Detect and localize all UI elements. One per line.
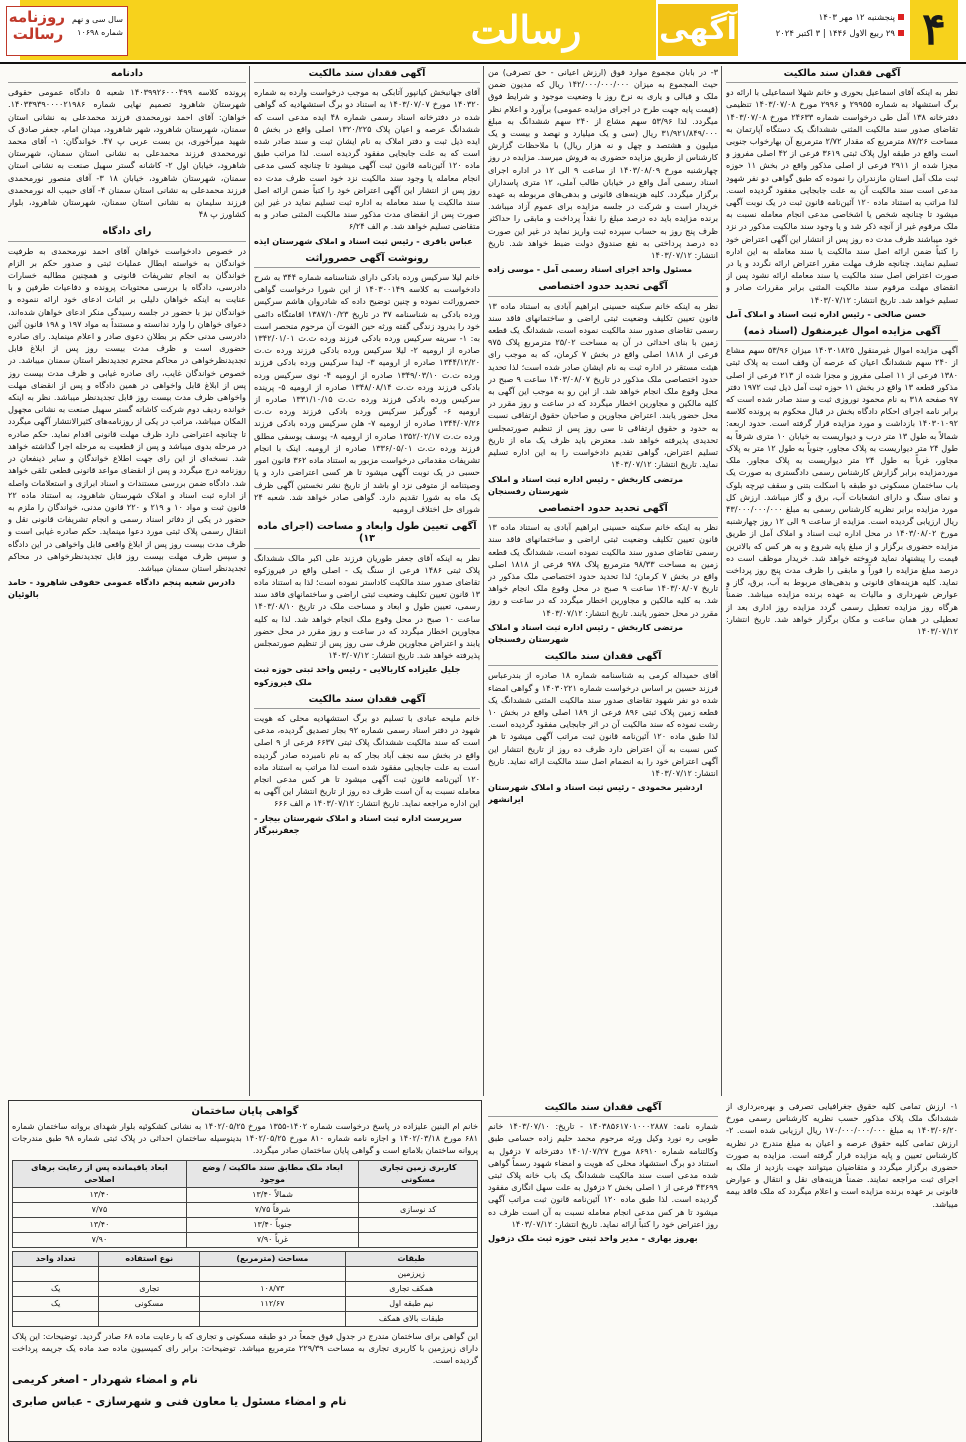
notice-title: آگهی فقدان سند مالکیت — [254, 68, 480, 83]
table-header: تعداد واحد — [13, 1252, 99, 1267]
table-cell: زیرزمین — [345, 1267, 477, 1282]
column-divider — [483, 66, 484, 1096]
notice-signature: بهروز بهاری - مدیر واحد ثبتی حوزه ثبت ملک دزفول — [488, 1233, 698, 1244]
table-cell: ۱۳/۴۰ — [13, 1188, 187, 1203]
table-row — [13, 1282, 478, 1297]
notice-title: آگهی تعیین طول وابعاد و مساحت (اجرای ماده ۱۳) — [254, 521, 480, 548]
notice-body: نظر به اینکه آقای اسماعیل بحوری و خانم شهلا اسماعیلی با ارائه دو برگ استشهاد به شماره ۲۹۹۵۵ و ۲۹۹۶ مورخ ۱۴۰۳/۰۷/۰۸ تنظیمی دفترخانه ۱۳۸ آمل طی درخواست شماره ۲۴۶۳۳ مورخ ۱۴۰۳/۰۷/۰۸ تقاضای صدور سند مالکیت المثنی ششدانگ یک دستگاه آپارتمان به مساحت ۸۷/۲۶ مترمربع که مقدار ۲/۷۲ مترمربع آن بهارخواب جنوبی است واقع در طبقه اول پلاک ثبتی ۳۶۱۹ فرعی از ۴۲ اصلی مفروز و مجزا شده از ۲۹۱۱ فرعی از اصلی مذکور واقع در بخش ۱۱ حوزه ثبت ملک آمل استان مازندران را نموده که طبق گواهی دو نفر شهود مدعی است سند مالکیت آن به علت جابجایی مفقود گردیده است. لذا مراتب به استناد ماده ۱۲۰ آئین‌نامه قانون ثبت در یک نوبت آگهی میشود تا چنانچه شخص یا اشخاصی مدعی انجام معامله نسبت به ملک مرقوم غیر از آنچه ذکر شد و یا وجود سند مالکیت مذکور در نزد خود میباشند ظرف مدت ده روز پس از انتشار این آگهی اعتراض خود را کتباً ضمن ارائه اصل سند مالکیت یا سند معامله به این اداره تسلیم نمایند. چنانچه ظرف مهلت مقرر اعتراض ارائه نگردد و یا در صورت اعتراض اصل سند مالکیت یا سند معامله ارائه نشود پس از انقضای مهلت مرقوم سند مالکیت المثنی برابر مقررات صادر و تسلیم خواهد شد. تاریخ انتشار: ۱۴۰۳/۰۷/۱۲ — [726, 87, 958, 305]
column-2-bottom — [488, 1100, 718, 1434]
table-row — [13, 1312, 478, 1327]
table-cell: ۱۰۸/۷۳ — [200, 1282, 346, 1297]
notice-signature: حسن صالحی - رئیس اداره ثبت اسناد و املاک آمل — [726, 308, 927, 319]
notice-signature: سرپرست اداره ثبت اسناد و املاک شهرستان بیجار - جعفرنبرگار — [254, 812, 462, 835]
table-cell — [13, 1312, 99, 1327]
building-note: این گواهی برای ساختمان مندرج در جدول فوق جمعاً در دو طبقه مسکونی و تجاری که با رعایت ماده ۶۸ صادر گردید. توضیحات: این پلاک دارای زیرزمین با کاربری تجاری به مساحت ۲۲۹/۳۹ مترمربع میباشد. توضیحات: برابر رای کمیسیون ماده صد ماده یک جریمه پرداخت گردیده است. — [12, 1331, 478, 1365]
table-row — [13, 1203, 478, 1218]
dimensions-table — [12, 1160, 478, 1248]
notice-deed-loss-dezful — [488, 1102, 718, 1244]
column-2 — [488, 66, 718, 1096]
table-header: ابعاد ملک مطابق سند مالکیت / وضع موجود — [186, 1161, 358, 1188]
issue-info — [65, 13, 123, 39]
notice-body: پرونده کلاسه ۱۴۰۳۹۹۲۶۰۰۰۴۹۹ شعبه ۵ دادگاه عمومی حقوقی شهرستان شاهرود تصمیم نهایی شماره ۱۴۰۳۳۹۳۹۰۰۰۰۲۱۹۸۶. خواهان: آقای احمد نورمحمدی فرزند محمدعلی به نشانی استان سمنان، شهرستان شاهرود، شهر شاهرود، میدان امام، جعفر صادق ک شهید میرآخوری، بن بست عربی پ ۴۷. خواندگان: ۱- آقای محمد نورمحمدی فرزند محمدعلی به نشانی استان سمنان، شهرستان شاهرود، خیابان اول ۲- کاشانه گستر سهیل صنعت به نشانی استان سمنان، شهرستان شاهرود، خیابان ۱۸ ۳- آقای منصور نورمحمدی فرزند محمدعلی به نشانی استان سمنان ۴- آقای حبیب اله نورمحمدی فرزند سلیمان به نشانی استان سمنان، شهرستان شاهرود، بلوار کشاورز پ ۴۸ — [8, 87, 246, 220]
section-title: آگهی — [658, 4, 738, 56]
notice-auction-continued — [488, 66, 718, 275]
table-cell: جنوباً ۱۳/۴۰ — [186, 1218, 358, 1233]
table-cell: غرباً ۷/۹۰ — [186, 1233, 358, 1248]
table-cell: نیم طبقه اول — [345, 1297, 477, 1312]
table-cell: همکف تجاری — [345, 1282, 477, 1297]
masthead-issue-box — [6, 6, 128, 56]
notice-signature: عباس باقری - رئیس ثبت اسناد و املاک شهرستان ایذه — [254, 235, 473, 246]
notice-body: نظر به اینکه آقای جعفر طوریان فرزند علی اکبر مالک ششدانگ پلاک ثبتی ۱۴۸۶ فرعی از سنگ یک - اصلی واقع در فیروزکوه تقاضای صدور سند مالکیت کاداستر نموده است؛ لذا به استناد ماده ۱۳ قانون تعیین تکلیف وضعیت ثبتی اراضی و ساختمانهای فاقد سند رسمی، تعیین طول و ابعاد و مساحت ملک در تاریخ ۱۴۰۳/۰۸/۱۰ ساعت ۱۰ صبح در محل وقوع ملک انجام خواهد شد. لذا به کلیه مجاورین اخطار میگردد که در ساعت و روز مقرر در محل حضور یابند و اعتراض مجاورین ظرف سی روز پس از تنظیم صورتمجلس پذیرفته خواهد شد. تاریخ انتشار: ۱۴۰۳/۰۷/۱۲ — [254, 552, 480, 661]
notice-body: ۱- ارزش تمامی کلیه حقوق جغرافیایی تصرفی و بهره‌برداری از ششدانگ ملک پلاک مذکور حسب نظریه کارشناس رسمی مورخ ۱۴۰۳/۰۶/۲۰ به مبلغ ۱۷۰/۰۰۰/۰۰۰/۰۰۰ ریال ارزیابی شده است. ۲- ارزش تمامی کلیه حقوق عرصه و اعیان به مبلغ مندرج در نظریه کارشناس تعیین و پایه مزایده قرار گرفته است. مزایده به صورت حضوری برگزار میگردد و متقاضیان میتوانند جهت بازدید از ملک به اجرای ثبت مراجعه نمایند. ضمناً هزینه‌های نقل و انتقال و عوارض قانونی بر عهده برنده مزایده است و اعلام میگردد که ملک فاقد بیمه میباشد. — [726, 1101, 958, 1209]
table-cell — [200, 1267, 346, 1282]
notice-body: خانم ملیحه عبادی با تسلیم دو برگ استشهادیه محلی که هویت شهود در دفتر اسناد رسمی شماره ۹۲ بجار تصدیق گردیده، مدعی است که سند مالکیت ششدانگ پلاک ثبتی ۶۶۳۷ فرعی از ۹ اصلی واقع در بخش سه نجف آباد بجار که به نام نامبرده صادر گردیده است به علت جابجایی مفقود شده است لذا مراتب به استناد ماده ۱۲۰ آئین‌نامه قانون ثبت آگهی میشود تا هر کس مدعی انجام معامله نسبت به آن است ظرف ده روز از تاریخ انتشار این آگهی به این اداره مراجعه نماید. تاریخ انتشار: ۱۴۰۳/۰۷/۱۲ م الف ۶۶۶ — [254, 712, 480, 809]
table-header: طبقات — [345, 1252, 477, 1267]
table-row — [13, 1233, 478, 1248]
date-line-1: پنجشنبه ۱۲ مهر ۱۴۰۳ — [818, 13, 895, 23]
table-row — [13, 1218, 478, 1233]
column-1 — [726, 66, 958, 1096]
table-cell: ۷/۹۰ — [13, 1233, 187, 1248]
notice-title: رای دادگاه — [8, 226, 246, 241]
notice-title: آگهی فقدان سند مالکیت — [488, 1102, 718, 1117]
page-number: ۴ — [910, 0, 958, 60]
column-4 — [8, 66, 246, 1096]
deputy-signature: نام و امضاء مسئول یا معاون فنی و شهرسازی - عباس صابری — [12, 1395, 347, 1408]
table-header: ابعاد باقیمانده پس از رعایت برهای اصلاحی — [13, 1161, 187, 1188]
table-header: کاربری زمین تجاری مسکونی — [359, 1161, 478, 1188]
table-cell: طبقات بالای همکف — [345, 1312, 477, 1327]
table-cell — [99, 1267, 200, 1282]
notice-deed-loss-izeh — [254, 68, 480, 247]
table-cell: ۱۱۲/۶۷ — [200, 1297, 346, 1312]
date-block — [744, 10, 904, 42]
notice-boundary-2 — [488, 503, 718, 645]
notice-body: آقای حمیداله کرمی به شناسنامه شماره ۱۸ صادره از بندرعباس فرزند حسین بر اساس درخواست شماره ۱۴۰۳۰۲۲۱ و گواهی امضاء شده دو نفر شهود تقاضای صدور سند مالکیت المثنی ششدانگ یک قطعه زمین پلاک ثبتی ۸۹۶ فرعی از ۱۸۹ اصلی واقع در بخش ۱۰ رشت نموده که سند مالکیت آن در اثر جابجایی مفقود گردیده است. لذا طبق ماده ۱۲۰ آئین‌نامه قانون ثبت مراتب آگهی میشود تا هر کس نسبت به آن اعتراض دارد ظرف ده روز از تاریخ انتشار این آگهی اعتراض خود را به انضمام اصل سند مالکیت ارائه نماید. تاریخ انتشار: ۱۴۰۳/۰۷/۱۲ — [488, 670, 718, 778]
table-row — [13, 1188, 478, 1203]
notice-auction — [726, 326, 958, 637]
table-cell — [200, 1312, 346, 1327]
table-header: مساحت (مترمربع) — [200, 1252, 346, 1267]
notice-title: گواهی پایان ساختمان — [191, 1106, 299, 1117]
brand-logo: روزنامه رسالت — [8, 8, 65, 43]
table-cell: شرقاً ۷/۷۵ — [186, 1203, 358, 1218]
column-divider — [721, 66, 722, 1096]
notice-title: آگهی مزایده اموال غیرمنقول (اسناد ذمه) — [726, 326, 958, 341]
date-line-2: ۲۹ ربیع الاول ۱۴۴۶ | ۳ اکتبر ۲۰۲۴ — [775, 29, 895, 39]
table-cell: تجاری — [99, 1282, 200, 1297]
table-cell — [13, 1267, 99, 1282]
building-completion-notice — [8, 1100, 482, 1442]
notice-body: در خصوص دادخواست خواهان آقای احمد نورمحمدی به طرفیت خواندگان به خواسته ابطال عملیات ثبتی و صدور حکم بر الزام خواندگان به انجام تشریفات قانونی و همچنین مطالبه خسارات دادرسی، دادگاه با بررسی محتویات پرونده و دفاعیات طرفین و با عنایت به اینکه خواهان دلیلی بر اثبات ادعای خود ارائه ننموده و خواندگان نیز با حضور در جلسه رسیدگی منکر ادعای خواهان شده‌اند، دعوای خواهان را وارد ندانسته و مستنداً به مواد ۱۹۷ و ۱۹۸ قانون آئین دادرسی مدنی حکم بر بطلان دعوی صادر و اعلام مینماید. رای صادره حضوری است و ظرف مدت بیست روز پس از ابلاغ قابل تجدیدنظرخواهی در محاکم محترم تجدیدنظر استان سمنان میباشد. در خصوص خواندگان غایب، رای صادره غیابی و ظرف مدت بیست روز پس از ابلاغ قابل واخواهی در همین دادگاه و پس از انقضای مهلت واخواهی ظرف مدت بیست روز قابل تجدیدنظر میباشد. نظر به اینکه خوانده ردیف دوم شرکت کاشانه گستر سهیل صنعت به نشانی مجهول المکان میباشد، مراتب در یکی از روزنامه‌های کثیرالانتشار آگهی میگردد تا چنانچه اعتراضی دارد ظرف مهلت قانونی اقدام نماید. حکم صادره در مرحله بدوی میباشد و پس از قطعیت به مرحله اجرا گذاشته خواهد شد. نسخه‌ای از این رای جهت اطلاع خواندگان و سایر ذینفعان در روزنامه درج میگردد و پس از انقضای مواعد قانونی قطعی تلقی خواهد شد. دادگاه ضمن بررسی مستندات و اسناد ابرازی و استعلامات واصله از اداره ثبت اسناد و املاک شهرستان شاهرود، به استناد ماده ۲۲ قانون ثبت و مواد ۱۰ و ۲۱۹ و ۲۲۰ قانون مدنی، خواندگان را ملزم به حضور در یکی از دفاتر اسناد رسمی و انجام تشریفات قانونی نقل و انتقال رسمی پلاک ثبتی مورد دعوا مینماید. حکم صادره غیابی است و ظرف مدت بیست روز پس از ابلاغ واقعی قابل واخواهی در این دادگاه و سپس ظرف مهلت بیست روز قابل تجدیدنظرخواهی در محاکم تجدیدنظر استان سمنان میباشد. — [8, 245, 246, 573]
issue-number: شماره ۱۰۶۹۸ — [77, 28, 123, 37]
floors-table — [12, 1251, 478, 1327]
notice-body: خانم لیلا سرکیس ورده بادکی دارای شناسنامه شماره ۳۴۴ به شرح دادخواست به کلاسه ۱۴۰۳۰۰۱۴۹ از این شورا درخواست گواهی حصروراثت نموده و چنین توضیح داده که شادروان هاشم سرکیس ورده بادکی به شناسنامه ۳۷ در تاریخ ۱۳۸۷/۱۰/۲۳ اقامتگاه دائمی خود را بدرود زندگی گفته ورثه حین الفوت آن مرحوم منحصر است به: ۱- سرینه سرکیس ورده بادکی فرزند ورده ت.ت ۱۳۴۲/۰۱/۰۱ صادره از ارومیه ۲- لیلا سرکیس ورده بادکی فرزند ورده ت.ت ۱۳۴۴/۱۲/۲۰ صادره از ارومیه ۳- لیدا سرکیس ورده بادکی فرزند ورده ت.ت ۱۳۴۹/۰۳/۱۰ صادره از ارومیه ۴- نوی سرکیس ورده بادکی فرزند ورده ت.ت ۱۳۴۸/۰۸/۱۴ صادره از ارومیه ۵- پرینده سرکیس ورده بادکی فرزند ورده ت.ت ۱۳۳۱/۱۰/۱۵ صادره از ارومیه ۶- گورگیز سرکیس ورده بادکی فرزند ورده ت.ت ۱۳۴۴/۰۷/۲۶ صادره از ارومیه ۷- هلن سرکیس ورده بادکی فرزند ورده ت.ت ۱۳۵۲/۰۲/۱۷ صادره از ارومیه ۸- یوسف یوسفی مطلق فرزند ورده ت.ت ۱۳۳۶/۰۵/۰۱ صادره از ارومیه. اینک با انجام تشریفات مقدماتی درخواست مزبور به استناد ماده ۳۶۲ قانون امور حسبی در یک نوبت آگهی میشود تا هر کسی اعتراضی دارد و یا وصیتنامه از متوفی نزد او باشد از تاریخ نشر نخستین آگهی ظرف یک ماه به شورا تقدیم دارد. گواهی صادر خواهد شد. شعبه ۲۴ شورای حل اختلاف ارومیه — [254, 272, 480, 514]
mayor-signature: نام و امضاء شهردار - اصغر کریمی — [12, 1373, 198, 1386]
bullet-icon — [898, 30, 904, 36]
notice-body: آگهی مزایده اموال غیرمنقول ۱۴۰۳۰۱۸۲۵ میزان ۵۳/۹۶ سهم مشاع از ۲۴۰ سهم ششدانگ اعیان که عرصه آن وقف است به پلاک ثبتی ۱۳۸۰ فرعی از ۱۱ اصلی مفروز و مجزا شده از ۲۱۳ فرعی از اصلی مذکور قطعه ۱۳ واقع در بخش ۱۱ حوزه ثبت آمل ذیل ثبت ۱۹۷۲ دفتر ۹۷ صفحه ۳۱۸ به نام محمود نوروزی ثبت و سند صادر شده است که برابر نامه اجرای احکام دادگاه بخش در قبال محکوم به پرونده کلاسه ۱۴۰۳۰۱۰۹۲ بازداشت و مورد مزایده قرار گرفته است. حدود اربعه: شمالاً به طول ۱۳ متر درب و دیواریست به خیابان ۱۰ متری شرقاً به طول ۲۴ متر دیواریست به پلاک مجاور، جنوباً به طول ۱۲ متر به پلاک مجاور، غرباً به طول ۲۴ متر دیواریست به پلاک مجاور. ملک موردمزایده برابر گزارش کارشناس رسمی دادگستری به صورت یک باب ساختمان مسکونی دو طبقه با اسکلت بتنی و سقف تیرچه بلوک و نمای سنگ و دارای انشعابات آب، برق و گاز میباشد. ارزش کل مورد مزایده برابر نظریه کارشناس رسمی به مبلغ ۴۳/۰۰۰/۰۰۰/۰۰۰ ریال ارزیابی گردیده است. مزایده از ساعت ۹ الی ۱۲ روز چهارشنبه مورخ ۱۴۰۳/۰۸/۰۲ در محل اداره ثبت اسناد و املاک آمل از طریق مزایده حضوری برگزار و از مبلغ پایه شروع و به هر کس که بالاترین قیمت را پیشنهاد نماید فروخته خواهد شد. خریدار موظف است ده درصد مبلغ مزایده را فوراً و مابقی را ظرف مدت پنج روز پرداخت نماید. کلیه هزینه‌های قانونی و بدهی‌های مربوط به آب، برق، گاز و عوارض شهرداری و مالیات به عهده برنده مزایده میباشد. ضمناً هرگاه روز مزایده تعطیل رسمی گردد مزایده روز اداری بعد از تعطیلی در همان ساعت و مکان برگزار خواهد شد. تاریخ انتشار: ۱۴۰۳/۰۷/۱۲ — [726, 345, 958, 636]
notice-signature: دادرس شعبه پنجم دادگاه عمومی حقوقی شاهرود - حامد بالوئیان — [8, 577, 236, 600]
table-cell — [359, 1233, 478, 1248]
table-row — [13, 1267, 478, 1282]
notice-title: آگهی فقدان سند مالکیت — [254, 694, 480, 709]
notice-title: دادنامه — [8, 68, 246, 83]
notice-body: آقای جهانبخش کیانپور آتابکی به موجب درخواست وارده به شماره ۱۴۰۳۲۰ مورخ ۱۴۰۳/۰۷/۰۷ به استناد دو برگ استشهادیه که گواهی شده در دفترخانه اسناد رسمی شماره ۴۸ ایده مدعی است که ششدانگ عرصه و اعیان پلاک ۱۳۲۰/۲۲۵ اصلی واقع در بخش ۵ ایده ذیل ثبت و دفتر املاک به نام ایشان ثبت و سند صادر شده است که به علت جابجایی مفقود گردیده است. لذا مراتب طبق ماده ۱۲۰ آئین‌نامه قانون ثبت آگهی میشود تا چنانچه کسی مدعی انجام معامله یا وجود سند مالکیت نزد خود است ظرف مدت ده روز پس از انتشار این آگهی اعتراض خود را کتباً ضمن ارائه اصل سند مالکیت یا سند معامله به اداره ثبت تسلیم نماید در غیر این صورت پس از انقضای مدت مذکور سند مالکیت المثنی صادر و به متقاضی تسلیم خواهد شد. م الف ۶/۲۴ — [254, 87, 480, 232]
notice-deed-loss-bijar — [254, 694, 480, 836]
table-cell — [99, 1312, 200, 1327]
table-row — [13, 1297, 478, 1312]
table-cell — [359, 1218, 478, 1233]
notice-deed-loss-iranshahr — [488, 651, 718, 805]
notice-title: رونوشت آگهی حصروراثت — [254, 253, 480, 268]
notice-boundary-1 — [488, 281, 718, 496]
notice-body: خانم ام البنین علیزاده در پاسخ درخواست شماره ۱۴۰۲-۱۳۵۵ مورخ ۱۴۰۲/۰۵/۲۵ به نشانی کشکوئیه بلوار شهدای بروانه ساختمان شماره ۶۸۱ مورخ ۱۴۰۲/۰۳/۱۸ و اجازه نامه شماره ۸۱۰ مورخ ۱۴۰۲/۰۵/۲۵ بدینوسیله ساختمان احداثی در پلاک ثبتی شماره ۹۸ طبق مندرجات پروانه ساختمان بلامانع است و گواهی پایان ساختمان صادر میگردد. — [12, 1121, 479, 1155]
notice-verdict-header — [8, 68, 246, 220]
notice-title: آگهی فقدان سند مالکیت — [726, 68, 958, 83]
notice-dimensions — [254, 521, 480, 688]
column-divider — [249, 66, 250, 1096]
table-cell: یک — [13, 1282, 99, 1297]
year-info: سال سی و نهم — [71, 15, 123, 24]
table-cell: شمالاً ۱۳/۴۰ — [186, 1188, 358, 1203]
table-cell — [359, 1188, 478, 1203]
notice-body: ۳- در بابان مجموع موارد فوق (ارزش اعیانی - حق تصرفی) من حیث المجموع به میزان ۱۴۲/۰۰۰/۰۰۰/۰۰۰ ریال که مدیون ضمن ملک و قبالی و یاری به نرخ روز با وضعیت موجود و شرایط فوق (قیمت پایه جهت طرح در اجرای مزایده عمومی) برآورد و اعلام نظر میگردد. لذا ۵۳/۹۶ سهم مشاع از ۲۴۰ سهم ششدانگ به مبلغ ۳۱/۹۲۱/۸۴۹/۰۰۰ ریال (سی و یک میلیارد و نهصد و بیست و یک میلیون و هشتصد و چهل و نه هزار ریال) با ملاحظات گزارش کارشناس از طریق مزایده حضوری به فروش میرسد. مزایده در روز چهارشنبه مورخ ۱۴۰۳/۰۸/۰۹ از ساعت ۹ الی ۱۲ در اداره اجرای اسناد رسمی آمل واقع در خیابان طالب آملی، ۱۲ متری پاسداران برگزار میگردد. کلیه هزینه‌های قانونی و بدهی‌های مربوطه به عهده خریدار است و شرکت در جلسه مزایده برای عموم آزاد میباشد. برنده مزایده باید ده درصد مبلغ را نقداً پرداخت و مابقی را حداکثر ظرف پنج روز به حساب سپرده ثبت واریز نماید در غیر این صورت ده درصد پرداختی به نفع صندوق دولت ضبط خواهد شد. تاریخ انتشار: ۱۴۰۳/۰۷/۱۲ — [488, 67, 718, 261]
column-3 — [254, 66, 480, 1096]
notice-signature: مرتضی کاربخش - رئیس اداره ثبت اسناد و املاک شهرستان رفسنجان — [488, 621, 684, 644]
notice-inheritance — [254, 253, 480, 515]
notice-court-ruling — [8, 226, 246, 600]
table-cell: ۱۳/۴۰ — [13, 1218, 187, 1233]
newspaper-logo: رسالت — [470, 7, 582, 52]
notice-body: شماره نامه: ۱۴۰۳۸۵۶۱۷۰۱۰۰۰۲۸۸۷ - تاریخ: ۱۴۰۳/۰۷/۱۰ خانم طوبی ره نورد وکیل ورثه مرحوم محمد حلیم زاده حسامی طبق وکالتنامه شماره ۸۶۹۱۰ مورخ ۱۴۰۱/۰۷/۲۷ دفترخانه ۷ دزفول به استناد دو برگ استشهاد محلی که هویت و امضاء شهود رسماً گواهی شده مدعی است سند مالکیت ششدانگ یک باب خانه پلاک ثبتی ۴۳۶۹۹ فرعی از ۱ اصلی بخش ۲ دزفول به علت سهل انگاری مفقود گردیده است. لذا طبق ماده ۱۲۰ آئین‌نامه قانون ثبت مراتب آگهی میشود تا هر کس مدعی انجام معامله نسبت به آن است ظرف ده روز اعتراض خود را کتباً ارائه نماید. تاریخ انتشار: ۱۴۰۳/۰۷/۱۲ — [488, 1121, 718, 1229]
notice-title: آگهی تحدید حدود اختصاصی — [488, 281, 718, 296]
masthead — [0, 0, 966, 64]
notice-title: آگهی فقدان سند مالکیت — [488, 651, 718, 666]
table-cell: یک — [13, 1297, 99, 1312]
notice-signature: جلیل علیزاده کاربالایی - رئیس واحد ثبتی حوزه ثبت ملک فیروزکوه — [254, 664, 461, 687]
notice-body: نظر به اینکه خانم سکینه حسینی ابراهیم آبادی به استناد ماده ۱۳ قانون تعیین تکلیف وضعیت ثبتی اراضی و ساختمانهای فاقد سند رسمی تقاضای صدور سند مالکیت نموده است، ششدانگ یک قطعه زمین به مساحت ۹۸/۳۳ مترمربع پلاک ۹۷۸ فرعی از ۱۸۱۸ اصلی واقع در بخش ۷ کرمان؛ لذا تحدید حدود اختصاصی ملک مذکور در تاریخ ۱۴۰۳/۰۸/۰۷ ساعت ۹ صبح در محل وقوع ملک انجام خواهد شد. به کلیه مالکین و مجاورین اخطار میگردد که در ساعت و روز مقرر در محل حضور یابند. تاریخ انتشار: ۱۴۰۳/۰۷/۱۲ — [488, 522, 718, 618]
notice-signature: مرتضی کاربخش - رئیس اداره ثبت اسناد و املاک شهرستان رفسنجان — [488, 473, 684, 496]
column-1-bottom — [726, 1100, 958, 1434]
notice-signature: مسئول واحد اجرای اسناد رسمی آمل - موسی زاده — [488, 264, 693, 275]
notice-body: نظر به اینکه خانم سکینه حسینی ابراهیم آبادی به استناد ماده ۱۳ قانون تعیین تکلیف وضعیت ثبتی اراضی و ساختمانهای فاقد سند رسمی تقاضای صدور سند مالکیت نموده است، ششدانگ یک قطعه زمین با بنای احداثی در آن به مساحت ۲۵/۰۲ مترمربع پلاک ۹۷۵ فرعی از ۱۸۱۸ اصلی واقع در بخش ۷ کرمان، که به موجب رای هیئت مستقر در اداره ثبت به نام ایشان صادر شده است؛ لذا تحدید حدود اختصاصی ملک مذکور در تاریخ ۱۴۰۳/۰۸/۰۷ ساعت ۹ صبح در محل وقوع ملک انجام خواهد شد. از این رو به موجب این آگهی به کلیه مالکین و مجاورین اخطار میگردد که در ساعت و روز مقرر در محل حضور یابند. اعتراض مجاورین و صاحبان حقوق ارتفاقی نسبت به حدود و حقوق ارتفاقی تا سی روز پس از تنظیم صورتمجلس تحدیدی پذیرفته خواهد شد. معترض باید ظرف یک ماه از تاریخ تسلیم اعتراض، گواهی تقدیم دادخواست را به این اداره تسلیم نماید. تاریخ انتشار: ۱۴۰۳/۰۷/۱۲ — [488, 300, 718, 470]
bullet-icon — [898, 14, 904, 20]
notice-deed-loss-amol — [726, 68, 958, 320]
table-cell: ۷/۷۵ — [13, 1203, 187, 1218]
table-header: نوع استفاده — [99, 1252, 200, 1267]
table-cell: مسکونی — [99, 1297, 200, 1312]
table-cell: کد نوسازی — [359, 1203, 478, 1218]
notice-title: آگهی تحدید حدود اختصاصی — [488, 503, 718, 518]
notice-signature: اردشیر محمودی - رئیس ثبت اسناد و املاک شهرستان ایرانشهر — [488, 782, 703, 805]
